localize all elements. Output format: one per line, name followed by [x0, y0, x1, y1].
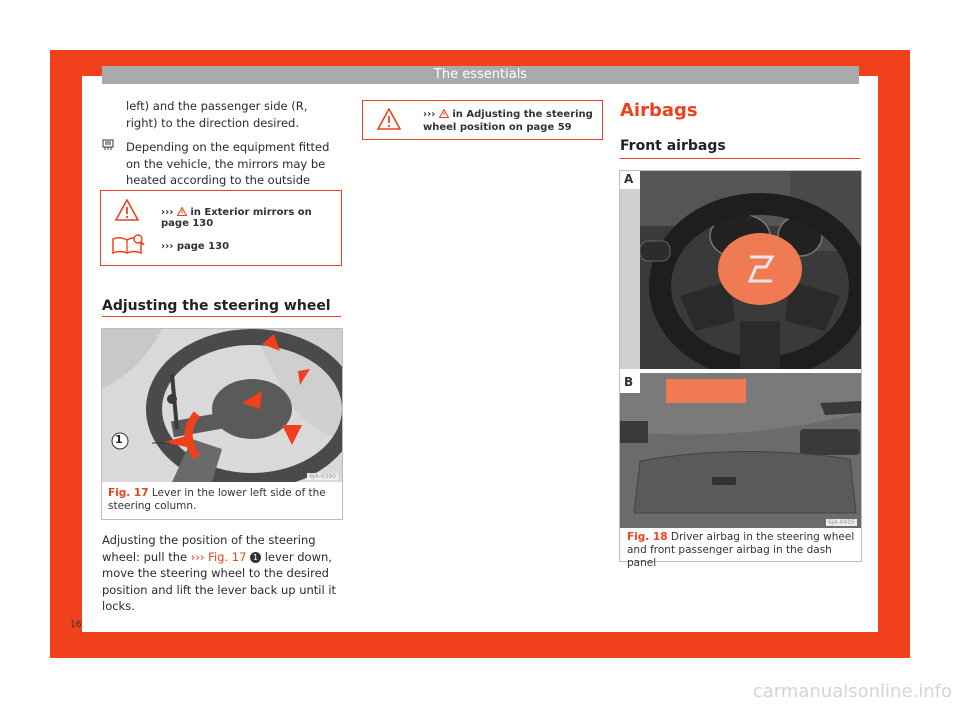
figure-code: 6JA-0390 [309, 473, 336, 480]
running-header: The essentials [102, 66, 859, 84]
page-reference[interactable]: ››› page 130 [161, 241, 230, 252]
figure-18-caption [627, 531, 855, 570]
section-title-airbags: Airbags [620, 100, 698, 121]
site-watermark: carmanualsonline.info [752, 681, 952, 702]
panel-label-a: A [624, 172, 634, 186]
figure-label: Fig. 18 [627, 531, 668, 543]
steering-warning-reference[interactable]: ››› in Adjusting the steering wheel position on page 59 [423, 109, 593, 133]
figure-text: Driver airbag in the steering wheel and front passenger airbag in the dash panel [627, 531, 855, 569]
passenger-airbag-illustration [620, 373, 861, 528]
equipment-icon [102, 139, 114, 151]
warning-icon [377, 108, 401, 130]
figure-18 [619, 170, 862, 569]
callout-marker: 1 [250, 552, 261, 563]
intro-paragraph [126, 98, 341, 131]
reference-box-steering [362, 100, 603, 140]
page-number: 16 [70, 620, 82, 630]
warning-icon [177, 207, 187, 216]
reference-box-mirrors [100, 190, 342, 266]
mirror-direction-text: left) and the passenger side (R, right) to the direction desired. [126, 99, 308, 130]
warning-icon [115, 199, 139, 221]
figure-label: Fig. 17 [108, 487, 149, 499]
warning-reference[interactable]: ››› in Exterior mirrors on page 130 [161, 207, 312, 229]
figure-17 [101, 328, 343, 520]
driver-airbag-illustration [620, 171, 861, 369]
fig17-link[interactable]: ››› Fig. 17 [190, 549, 247, 564]
steering-wheel-illustration [102, 329, 342, 482]
panel-label-b: B [624, 375, 634, 389]
callout-1: 1 [115, 433, 123, 446]
manual-book-icon [111, 233, 145, 255]
section-rule [102, 316, 341, 317]
subsection-rule [620, 158, 860, 159]
heated-mirrors-text: Depending on the equipment fitted on the vehicle, the mirrors may be heated according to the outside [126, 140, 330, 187]
figure-code: 6JA-0405 [828, 519, 855, 526]
steering-instructions: Adjusting the position of the steering wheel: pull the ››› Fig. 17 1 lever down, move the steering wheel to the desired position and lift the lever back up until it locks. [102, 533, 337, 613]
figure-text: Lever in the lower left side of the steering column. [108, 487, 326, 512]
warning-icon [439, 109, 449, 118]
subsection-title-front-airbags: Front airbags [620, 138, 726, 154]
section-title-steering: Adjusting the steering wheel [102, 298, 331, 314]
figure-17-caption [108, 487, 336, 513]
